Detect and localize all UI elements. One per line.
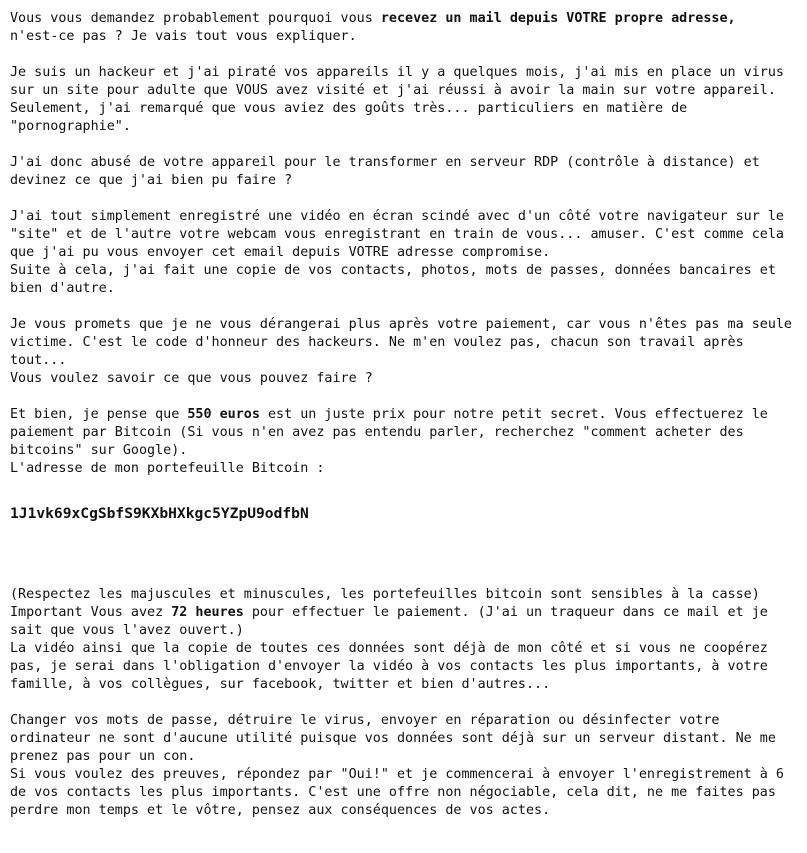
paragraph-intro: [10, 10, 800, 46]
payment-text: Et bien, je pense que: [10, 407, 188, 422]
hack-text-2: Seulement, j'ai remarqué que vous aviez des goûts très... particuliers en matière de "pornographie".: [10, 101, 688, 134]
paragraph-video: [10, 208, 800, 298]
intro-text: Vous vous demandez probablement pourquoi vous: [10, 11, 381, 26]
threat-text: La vidéo ainsi que la copie de toutes ces données sont déjà de mon côté et si vous ne coopérez pas, je serai dans l'obligation d'envoyer la vidéo à vos contacts les plus importants, à votre famille, à vos collègues, sur facebook, twitter et bien d'autres...: [10, 641, 768, 692]
promise-text-2: Vous voulez savoir ce que vous pouvez faire ?: [10, 371, 373, 386]
final-text-2: Si vous voulez des preuves, répondez par "Oui!" et je commencerai à envoyer l'enregistrement à 6 de vos contacts les plus importants. C'est une offre non négociable, cela dit, ne me faites pas perdre mon temps et le vôtre, pensez aux conséquences de vos actes.: [10, 767, 784, 818]
rdp-text: J'ai donc abusé de votre appareil pour le transformer en serveur RDP (contrôle à distance) et devinez ce que j'ai bien pu faire ?: [10, 155, 760, 188]
intro-text-2: n'est-ce pas ? Je vais tout vous expliquer.: [10, 29, 357, 44]
paragraph-payment: [10, 406, 800, 478]
hack-text: Je suis un hackeur et j'ai piraté vos appareils il y a quelques mois, j'ai mis en place un virus sur un site pour adulte que VOUS avez visité et j'ai réussi à avoir la main sur votre appareil.: [10, 65, 784, 98]
bitcoin-address[interactable]: 1J1vk69xCgSbfS9KXbHXkgc5YZpU9odfbN: [10, 505, 309, 522]
video-text-2: Suite à cela, j'ai fait une copie de vos contacts, photos, mots de passes, données bancaires et bien d'autre.: [10, 263, 776, 296]
payment-text-2: est un juste prix pour notre petit secret. Vous effectuerez le paiement par Bitcoin (Si vous n'en avez pas entendu parler, recherchez "comment acheter des bitcoins" sur Google).: [10, 407, 768, 458]
video-text: J'ai tout simplement enregistré une vidéo en écran scindé avec d'un côté votre navigateur sur le "site" et de l'autre votre webcam vous enregistrant en train de vous... amuser. C'est comme cela que j'ai pu vous envoyer cet email depuis VOTRE adresse compromise.: [10, 209, 784, 260]
case-note: (Respectez les majuscules et minuscules, les portefeuilles bitcoin sont sensibles à la casse): [10, 587, 760, 602]
intro-bold-text: recevez un mail depuis VOTRE propre adresse,: [380, 11, 736, 26]
bitcoin-address-block: [10, 496, 800, 532]
paragraph-hack: [10, 64, 800, 136]
paragraph-rdp: [10, 154, 800, 190]
promise-text: Je vous promets que je ne vous dérangerai plus après votre paiement, car vous n'êtes pas ma seule victime. C'est le code d'honneur des hackeurs. Ne m'en voulez pas, chacun son travail après tout...: [10, 317, 792, 368]
email-body: [10, 10, 800, 838]
deadline-text: Important Vous avez: [10, 605, 172, 620]
payment-amount: 550 euros: [187, 407, 260, 422]
paragraph-deadline: [10, 586, 800, 694]
paragraph-final: [10, 712, 800, 820]
wallet-label: L'adresse de mon portefeuille Bitcoin :: [10, 461, 325, 476]
deadline-hours: 72 heures: [171, 605, 244, 620]
final-text: Changer vos mots de passe, détruire le virus, envoyer en réparation ou désinfecter votre ordinateur ne sont d'aucune utilité puisque vos données sont déjà sur un serveur distant. Ne me prenez pas pour un con.: [10, 713, 776, 764]
deadline-text-2: pour effectuer le paiement. (J'ai un traqueur dans ce mail et je sait que vous l'avez ouvert.): [10, 605, 768, 638]
paragraph-promise: [10, 316, 800, 388]
